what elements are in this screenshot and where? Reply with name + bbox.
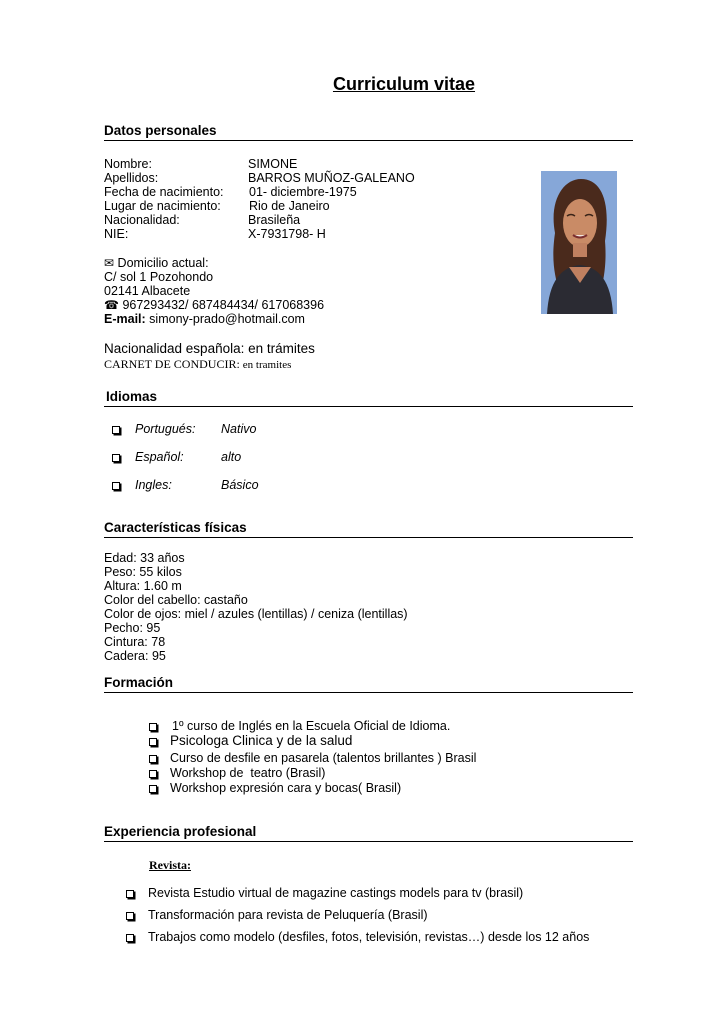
checkbox-bullet-icon <box>112 454 120 462</box>
carnet-value: en tramites <box>242 359 292 371</box>
language-level: Nativo <box>221 422 257 436</box>
email-line <box>104 312 324 326</box>
list-item <box>112 450 242 478</box>
section-heading-formacion: Formación <box>104 675 633 693</box>
section-heading-idiomas: Idiomas <box>104 389 633 407</box>
list-item <box>126 886 524 908</box>
language-name: Español: <box>135 450 184 464</box>
language-name: Portugués: <box>135 422 196 436</box>
list-item <box>112 478 259 506</box>
label-lugar: Lugar de nacimiento: <box>104 199 221 213</box>
list-item <box>149 766 326 781</box>
address-block <box>104 256 324 326</box>
checkbox-bullet-icon <box>112 482 120 490</box>
fisica-line: Pecho: 95 <box>104 621 161 635</box>
portrait-image <box>541 171 617 314</box>
checkbox-bullet-icon <box>126 890 134 898</box>
subheading-revista: Revista: <box>149 858 191 872</box>
experiencia-item: Revista Estudio virtual de magazine castings models para tv (brasil) <box>148 886 524 900</box>
language-level: Básico <box>221 478 259 492</box>
formacion-item: 1º curso de Inglés en la Escuela Oficial de Idioma. <box>172 719 451 733</box>
label-apellidos: Apellidos: <box>104 171 159 185</box>
formacion-list <box>149 719 477 796</box>
fisica-line: Cintura: 78 <box>104 635 166 649</box>
list-item <box>149 719 451 734</box>
carnet-line <box>104 357 291 372</box>
value-nombre: SIMONE <box>248 157 298 171</box>
list-item <box>126 930 590 952</box>
formacion-item: Psicologa Clinica y de la salud <box>170 733 353 748</box>
label-fecha: Fecha de nacimiento: <box>104 185 224 199</box>
language-name: Ingles: <box>135 478 172 492</box>
formacion-item: Workshop de teatro (Brasil) <box>170 766 326 780</box>
value-fecha: 01- diciembre-1975 <box>249 185 357 199</box>
list-item <box>149 733 353 751</box>
idiomas-list <box>112 422 259 506</box>
checkbox-bullet-icon <box>126 912 134 920</box>
address-line-1: C/ sol 1 Pozohondo <box>104 270 214 284</box>
fisicas-list <box>104 551 408 663</box>
section-heading-datos: Datos personales <box>104 123 633 141</box>
experiencia-item: Trabajos como modelo (desfiles, fotos, televisión, revistas…) desde los 12 años <box>148 930 590 944</box>
fisica-line: Peso: 55 kilos <box>104 565 182 579</box>
checkbox-bullet-icon <box>126 934 134 942</box>
phone-line <box>104 298 324 312</box>
personal-values <box>248 157 415 241</box>
carnet-label: CARNET DE CONDUCIR: <box>104 357 240 371</box>
phone-numbers: 967293432/ 687484434/ 617068396 <box>122 298 325 312</box>
label-nacionalidad: Nacionalidad: <box>104 213 180 227</box>
checkbox-bullet-icon <box>149 785 157 793</box>
list-item <box>149 781 402 796</box>
checkbox-bullet-icon <box>112 426 120 434</box>
language-level: alto <box>221 450 242 464</box>
fisica-line: Edad: 33 años <box>104 551 185 565</box>
section-heading-fisicas: Características físicas <box>104 520 633 538</box>
checkbox-bullet-icon <box>149 770 157 778</box>
formacion-item: Workshop expresión cara y bocas( Brasil) <box>170 781 402 795</box>
domicilio-label: Domicilio actual: <box>117 256 209 270</box>
list-item <box>126 908 428 930</box>
value-lugar: Rio de Janeiro <box>249 199 330 213</box>
fisica-line: Altura: 1.60 m <box>104 579 182 593</box>
personal-labels <box>104 157 224 241</box>
list-item <box>149 751 477 766</box>
address-line-2: 02141 Albacete <box>104 284 191 298</box>
page-title: Curriculum vitae <box>332 74 476 94</box>
checkbox-bullet-icon <box>149 723 157 731</box>
formacion-item: Curso de desfile en pasarela (talentos brillantes ) Brasil <box>170 751 477 765</box>
email-value[interactable]: simony-prado@hotmail.com <box>149 312 305 326</box>
email-label: E-mail: <box>104 312 146 326</box>
label-nie: NIE: <box>104 227 129 241</box>
fisica-line: Color de ojos: miel / azules (lentillas) / ceniza (lentillas) <box>104 607 408 621</box>
experiencia-item: Transformación para revista de Peluquería (Brasil) <box>148 908 428 922</box>
envelope-icon: ✉ <box>104 256 115 270</box>
label-nombre: Nombre: <box>104 157 152 171</box>
experiencia-list <box>126 886 590 952</box>
domicilio-line <box>104 256 324 270</box>
value-apellidos: BARROS MUÑOZ-GALEANO <box>248 171 415 185</box>
fisica-line: Color del cabello: castaño <box>104 593 248 607</box>
section-heading-experiencia: Experiencia profesional <box>104 824 633 842</box>
value-nacionalidad: Brasileña <box>248 213 301 227</box>
list-item <box>112 422 257 450</box>
checkbox-bullet-icon <box>149 755 157 763</box>
fisica-line: Cadera: 95 <box>104 649 166 663</box>
checkbox-bullet-icon <box>149 738 157 746</box>
profile-photo <box>541 171 617 314</box>
phone-icon: ☎ <box>104 298 119 312</box>
value-nie: X-7931798- H <box>248 227 326 241</box>
nacionalidad-espanola: Nacionalidad española: en trámites <box>104 341 315 356</box>
